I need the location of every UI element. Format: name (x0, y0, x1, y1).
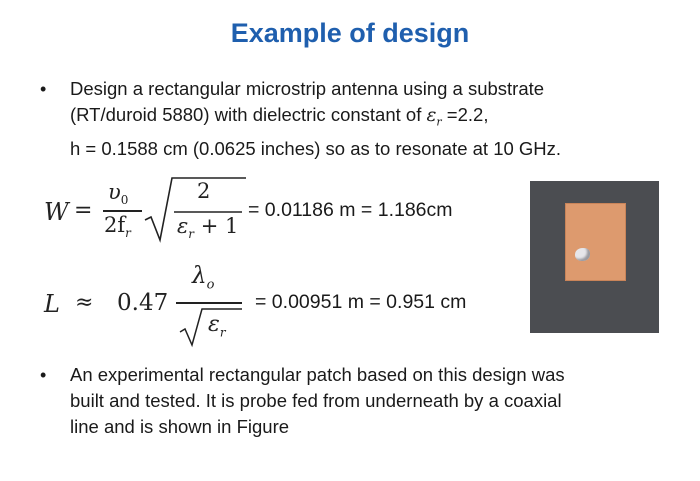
v-subscript: 0 (120, 193, 129, 208)
text-fragment: =2.2, (441, 104, 489, 125)
formula-l-denominator (208, 312, 226, 339)
formula-l-numerator (192, 263, 214, 293)
f-subscript: r (125, 226, 131, 241)
plus-one: + 1 (194, 214, 239, 238)
bullet-line-2 (70, 102, 670, 136)
formula-l-result: = 0.00951 m = 0.951 cm (255, 291, 467, 313)
formula-l-coefficient: 0.47 (117, 290, 169, 316)
lambda-symbol: λ (192, 263, 207, 289)
epsilon-char: ε (177, 214, 189, 238)
antenna-photo (530, 181, 659, 333)
formula-l-approx: ≈ (75, 290, 94, 315)
slide-title: Example of design (230, 18, 470, 48)
bullet-line-3: h = 0.1588 cm (0.0625 inches) so as to resonate at 10 GHz. (70, 137, 562, 159)
bullet-dot: • (40, 79, 47, 99)
fraction-bar (103, 210, 142, 212)
bullet-line-3: line and is shown in Figure (70, 416, 290, 437)
lambda-subscript: o (206, 277, 215, 293)
den-text: 2f (104, 213, 126, 237)
probe-feed-point (575, 248, 590, 261)
text-fragment: (RT/duroid 5880) with dielectric constant of (70, 104, 427, 125)
bullet-dot: • (40, 365, 47, 385)
bullet-text (70, 76, 670, 162)
formula-w-numerator (108, 180, 128, 207)
bullet-line-1: Design a rectangular microstrip antenna using a substrate (70, 78, 545, 99)
root-numerator: 2 (197, 179, 211, 203)
epsilon-char: ε (426, 105, 437, 126)
formula-w-equals: = (74, 198, 93, 223)
root-denominator (177, 214, 238, 241)
epsilon-subscript: r (188, 227, 195, 242)
epsilon-symbol (426, 105, 442, 129)
formula-l-lhs: L (44, 290, 60, 318)
formula-w-denominator (104, 213, 131, 240)
copper-patch (565, 203, 626, 281)
formula-w-result: = 0.01186 m = 1.186cm (248, 199, 453, 221)
epsilon-char: ε (208, 312, 220, 337)
bullet-text (70, 362, 670, 440)
epsilon-subscript: r (436, 115, 442, 129)
formula-w-lhs: W (44, 198, 69, 226)
fraction-bar (176, 302, 242, 304)
bullet-line-1: An experimental rectangular patch based on this design was (70, 364, 565, 385)
bullet-line-2: built and tested. It is probe fed from underneath by a coaxial (70, 390, 562, 411)
epsilon-subscript: r (219, 325, 226, 340)
v-symbol: υ (108, 180, 121, 204)
